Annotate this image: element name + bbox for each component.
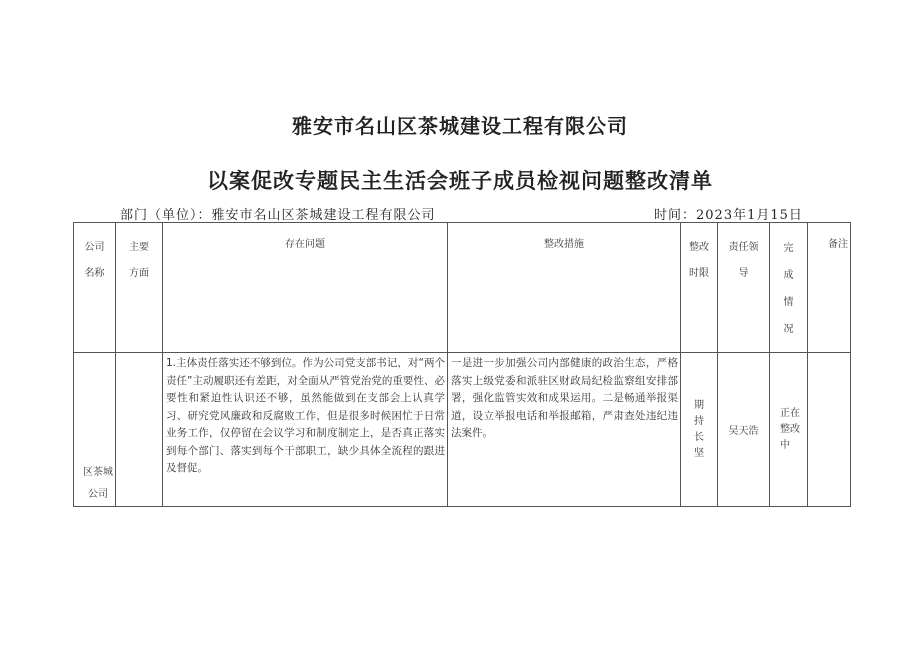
status-text: 正在整改中	[780, 407, 800, 451]
cell-status	[770, 353, 808, 507]
header-leader-line1: 责任领	[728, 242, 759, 253]
header-leader	[718, 223, 770, 353]
header-issue-label: 存在问题	[285, 239, 325, 250]
cell-deadline	[681, 353, 718, 507]
header-company-line2: 名称	[84, 268, 105, 279]
cell-notes	[808, 353, 851, 507]
header-deadline-line2: 时限	[689, 268, 709, 279]
header-leader-line2: 导	[738, 268, 749, 279]
header-status-char4: 况	[783, 324, 794, 335]
header-aspect	[116, 223, 163, 353]
header-company-line1: 公司	[84, 242, 105, 253]
issue-text: 1.主体责任落实还不够到位。作为公司党支部书记，对“两个责任”主动履职还有差距，对全面从严管党治党的重要性、必要性和紧迫性认识还不够，虽然能做到在支部会上认真学习、研究党风廉政和反腐败工作，但是很多时候困忙于日常业务工作，仅停留在会议学习和制度制定上，是否真正落实到每个部门、落实到每个干部职工，缺少具体全流程的跟进及督促。	[166, 357, 445, 474]
header-aspect-line2: 方面	[129, 268, 149, 279]
cell-measure	[448, 353, 681, 507]
header-deadline	[681, 223, 718, 353]
header-status-char2: 成	[783, 270, 794, 281]
header-notes	[808, 223, 851, 353]
header-notes-label: 备注	[828, 239, 848, 250]
measure-text: 一是进一步加强公司内部健康的政治生态，严格落实上级党委和派驻区财政局纪检监察组安排部署，强化监管实效和成果运用。二是畅通举报渠道，设立举报电话和举报邮箱，严肃查处违纪违法案件。	[451, 357, 678, 439]
cell-company	[74, 353, 116, 507]
header-status-char3: 情	[783, 297, 794, 308]
cell-issue	[163, 353, 448, 507]
document-title-company: 雅安市名山区茶城建设工程有限公司	[292, 114, 628, 138]
table-row	[74, 353, 851, 507]
header-issue	[163, 223, 448, 353]
table-header-row	[74, 223, 851, 353]
header-measure-label: 整改措施	[544, 239, 584, 250]
document-title-main: 以案促改专题民主生活会班子成员检视问题整改清单	[207, 169, 713, 193]
rectification-table	[73, 222, 851, 507]
company-name: 区茶城公司	[83, 467, 113, 500]
header-status-char1: 完	[783, 243, 794, 254]
header-status	[770, 223, 808, 353]
header-measure	[448, 223, 681, 353]
cell-aspect	[116, 353, 163, 507]
header-deadline-line1: 整改	[689, 242, 709, 253]
date-line: 时间：2023年1月15日	[654, 208, 803, 223]
header-company	[74, 223, 116, 353]
department-line: 部门（单位）：雅安市名山区茶城建设工程有限公司	[120, 208, 436, 223]
leader-name: 吴天浩	[728, 426, 759, 437]
deadline-text: 期持长坚	[694, 399, 704, 459]
cell-leader	[718, 353, 770, 507]
header-aspect-line1: 主要	[129, 242, 149, 253]
